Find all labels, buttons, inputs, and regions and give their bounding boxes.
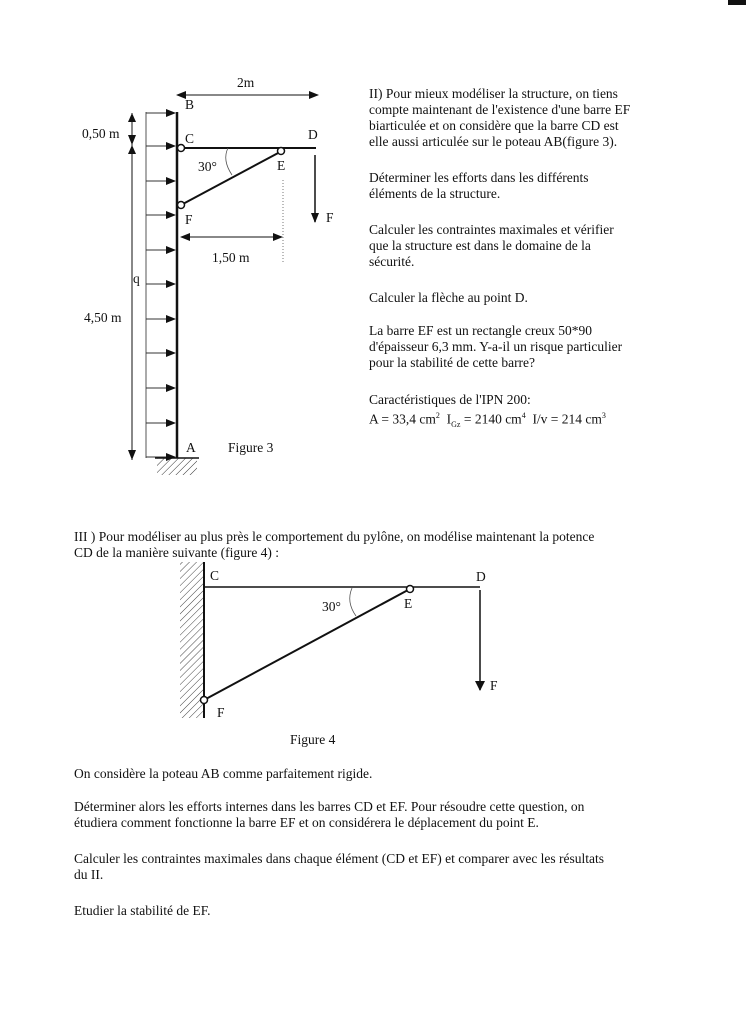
section-3-paragraph-4: Etudier la stabilité de EF. [74,903,211,918]
point-C-label: C [185,131,195,146]
section-2-question-3: Calculer la flèche au point D. [369,290,528,305]
dim-2m: 2m [237,75,255,90]
dim-4-50m: 4,50 m [84,310,122,325]
fig4-point-C-label: C [210,568,220,583]
dim-0-50m: 0,50 m [82,126,120,141]
fig4-point-D-label: D [476,569,486,584]
angle-30-label: 30° [198,159,217,174]
section-3-paragraph-3: Calculer les contraintes maximales dans chaque élément (CD et EF) et comparer avec les résultats du II. [74,851,605,882]
section-3-paragraph-2: Déterminer alors les efforts internes dans les barres CD et EF. Pour résoudre cette question, on étudiera comment fonctionne la barre EF et on considérera le déplacement du point E. [74,799,585,830]
force-F-label: F [326,210,334,225]
section-2-question-2: Calculer les contraintes maximales et vérifier que la structure est dans le domaine de la sécurité. [369,222,614,269]
figure-4-caption: Figure 4 [290,732,336,747]
scan-corner-mark [728,0,746,5]
section-2-intro: II) Pour mieux modéliser la structure, on tiens compte maintenant de l'existence d'une barre EF biarticulée et on considère que la barre CD est elle aussi articulée sur le poteau AB(figure 3). [369,86,631,149]
figure-4-diagram [170,560,510,760]
point-D-label: D [308,127,318,142]
point-A-label: A [186,440,196,455]
load-q-label: q [133,271,140,286]
section-2-question-4: La barre EF est un rectangle creux 50*90 d'épaisseur 6,3 mm. Y-a-il un risque particulier pour la stabilité de cette barre? [369,323,623,370]
section-3-intro: III ) Pour modéliser au plus près le comportement du pylône, on modélise maintenant la potence CD de la manière suivante (figure 4) : [74,529,595,560]
figure-3-diagram [0,0,360,500]
section-3-paragraph-1: On considère la poteau AB comme parfaitement rigide. [74,766,373,781]
point-E-label: E [277,158,286,173]
fig4-force-F-label: F [490,678,498,693]
figure-3-caption: Figure 3 [228,440,274,455]
fig4-point-F-label: F [217,705,225,720]
fig4-point-E-label: E [404,596,413,611]
section-2-question-1: Déterminer les efforts dans les différents éléments de la structure. [369,170,589,201]
ipn-characteristics: Caractéristiques de l'IPN 200: A = 33,4 $cm^2$ $I_{Gz} = 2140$ $cm^4$ I/v = 214 $cm^3$ [369,392,606,430]
fig4-angle-30-label: 30° [322,599,341,614]
point-F-label: F [185,212,193,227]
point-B-label: B [185,97,195,112]
distributed-load-arrows [146,113,175,457]
dim-1-50m: 1,50 m [212,250,250,265]
